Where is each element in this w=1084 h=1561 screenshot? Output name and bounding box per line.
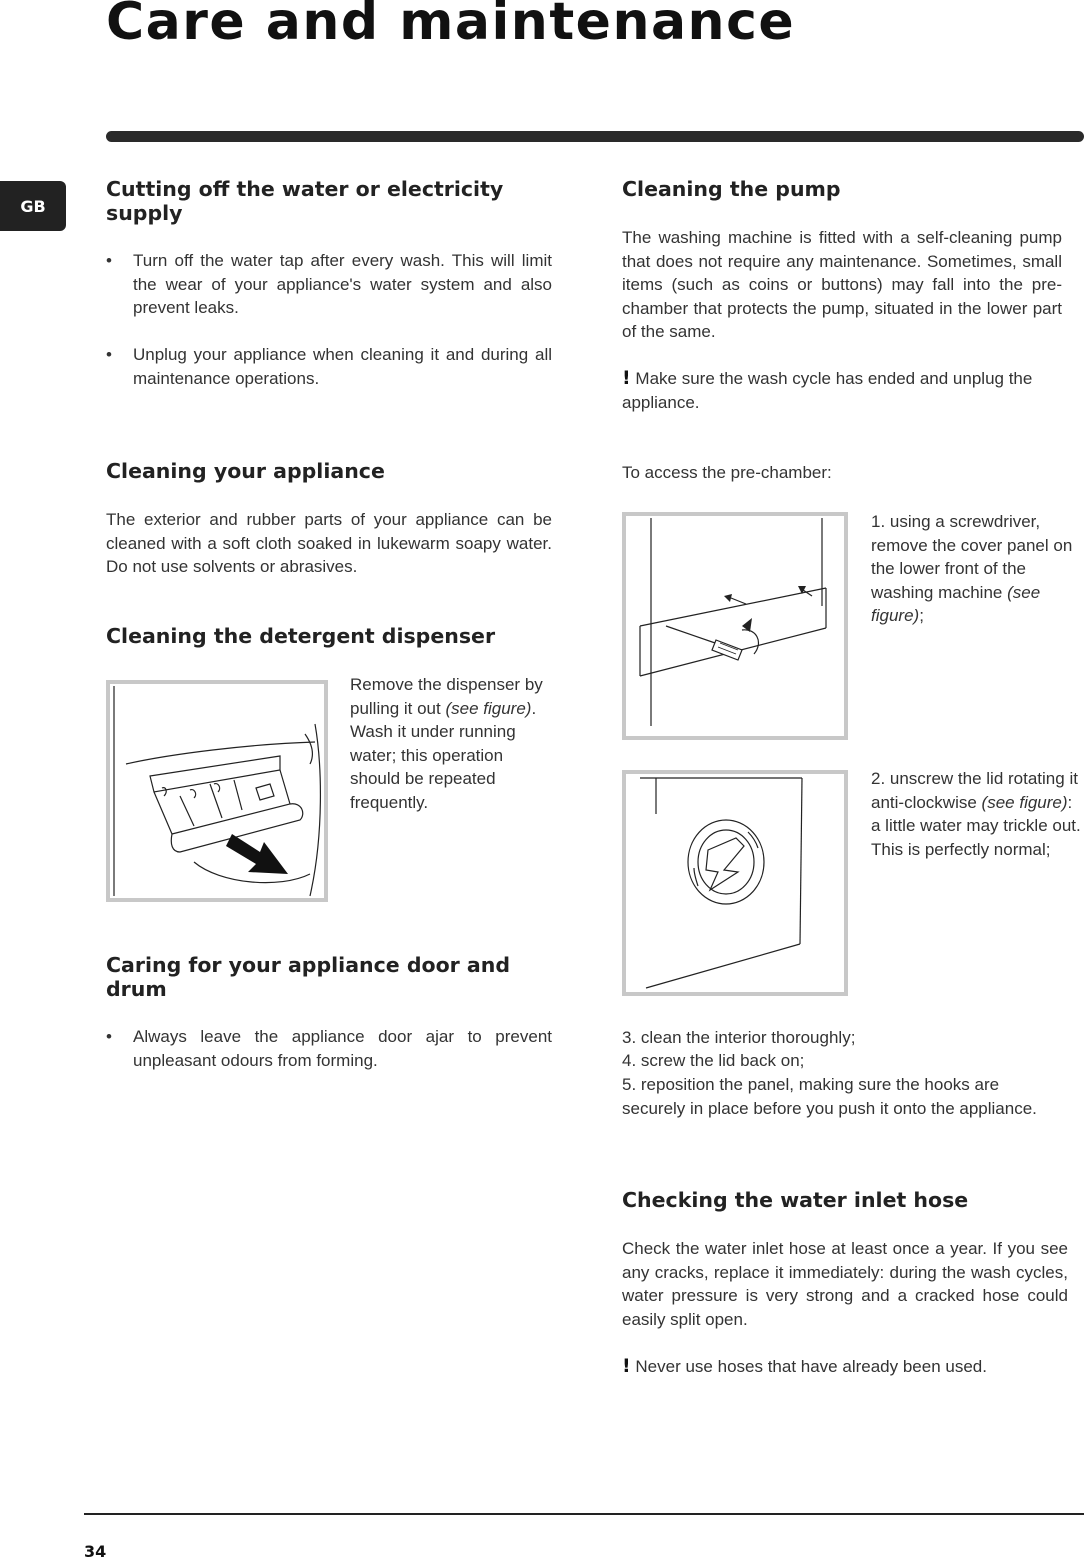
heading-inlet-hose: Checking the water inlet hose [622, 1188, 969, 1212]
list-item: • Always leave the appliance door ajar to prevent unpleasant odours from forming. [106, 1025, 552, 1072]
step-3: 3. clean the interior thoroughly; [622, 1028, 856, 1047]
dispenser-text-c: Wash it under running water; this operation should be repeated frequently. [350, 722, 516, 812]
panel-figure [622, 512, 848, 740]
step-2-text: 2. unscrew the lid rotating it anti-clockwise [871, 769, 1078, 812]
lid-illustration [626, 774, 844, 992]
pump-warning [622, 367, 1072, 414]
step-4: 4. screw the lid back on; [622, 1051, 805, 1070]
heading-pump: Cleaning the pump [622, 177, 841, 201]
list-item: • Turn off the water tap after every wash. This will limit the wear of your appliance's water system and also prevent leaks. [106, 249, 552, 320]
door-drum-list [106, 1025, 552, 1096]
pump-text: The washing machine is fitted with a self-cleaning pump that does not require any maintenance. Sometimes, small items (such as coins or buttons) may fall into the pre-chamber that protects the pump, situated in the lower part of the same. [622, 228, 1062, 341]
figure-reference: (see figure) [981, 792, 1068, 812]
step-1-text: 1. using a screwdriver, remove the cover panel on the lower front of the washing machine [871, 512, 1073, 602]
heading-detergent-dispenser: Cleaning the detergent dispenser [106, 624, 496, 648]
dispenser-figure [106, 680, 328, 902]
title-rule [106, 131, 1084, 142]
access-intro: To access the pre-chamber: [622, 463, 832, 482]
inlet-hose-text: Check the water inlet hose at least once a year. If you see any cracks, replace it immediately: during the wash cycles, water pressure is very strong and a cracked hose could easily split open. [622, 1239, 1068, 1329]
footer-rule [84, 1513, 1084, 1515]
list-item: • Unplug your appliance when cleaning it and during all maintenance operations. [106, 343, 552, 390]
heading-cleaning-appliance: Cleaning your appliance [106, 459, 385, 483]
cutting-off-list [106, 249, 552, 414]
inlet-hose-warning [622, 1355, 1072, 1379]
step-1-end: ; [919, 606, 924, 625]
step-2-end: : a little water may trickle out. This is perfectly normal; [871, 792, 1081, 859]
step-5: 5. reposition the panel, making sure the hooks are securely in place before you push it onto the appliance. [622, 1075, 1037, 1118]
inlet-hose-warning-text: Never use hoses that have already been used. [635, 1357, 987, 1376]
page-number: 34 [84, 1542, 107, 1561]
lid-figure [622, 770, 848, 996]
step-1 [871, 510, 1083, 628]
page-title: Care and maintenance [106, 0, 796, 52]
step-2 [871, 767, 1081, 861]
figure-reference: (see figure) [445, 698, 532, 718]
pump-warning-text: Make sure the wash cycle has ended and unplug the appliance. [622, 369, 1033, 412]
warning-icon: ! [622, 367, 631, 389]
cleaning-appliance-text: The exterior and rubber parts of your appliance can be cleaned with a soft cloth soaked in lukewarm soapy water. Do not use solvents or abrasives. [106, 510, 552, 576]
dispenser-text [350, 673, 550, 814]
panel-illustration [626, 516, 844, 736]
dispenser-text-b: . [531, 698, 537, 718]
dispenser-illustration [110, 684, 324, 898]
dispenser-text-a: Remove the dispenser by pulling it out [350, 675, 543, 718]
heading-cutting-off: Cutting off the water or electricity supply [106, 177, 504, 225]
warning-icon: ! [622, 1355, 631, 1377]
figure-reference: (see figure) [871, 582, 1041, 625]
heading-door-drum: Caring for your appliance door and drum [106, 953, 511, 1001]
language-tab: GB [0, 181, 66, 231]
